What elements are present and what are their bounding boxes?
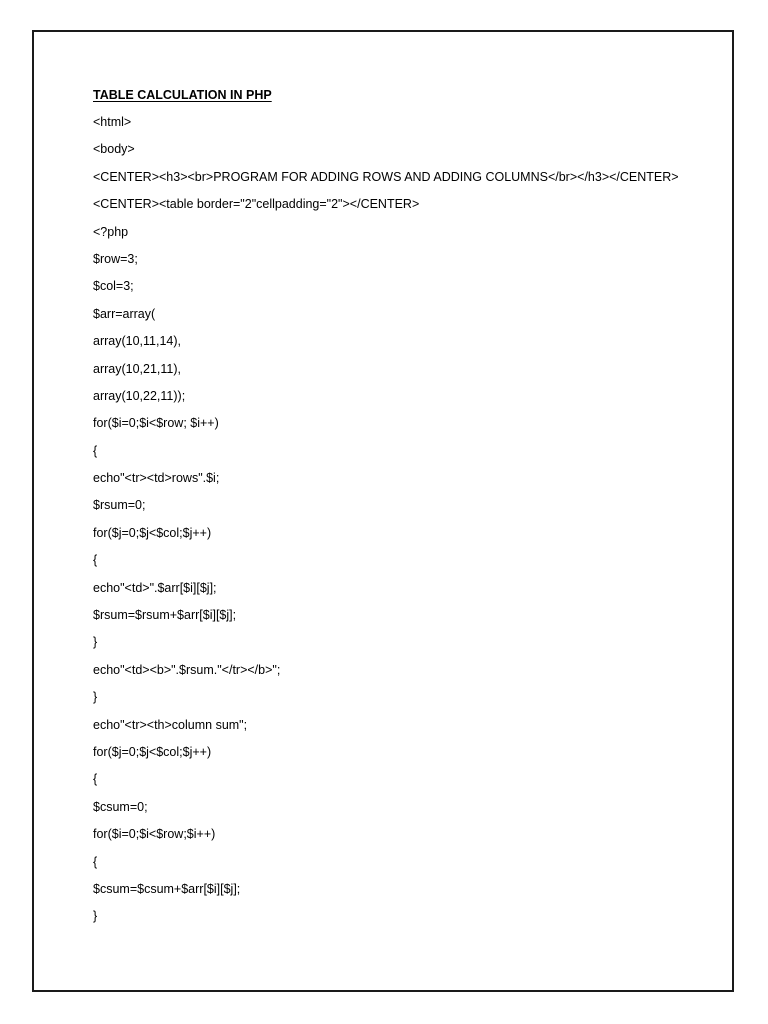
code-line: { xyxy=(93,553,98,568)
code-line: echo"<tr><th>column sum"; xyxy=(93,717,248,732)
code-line: $arr=array( xyxy=(93,306,156,321)
code-line: { xyxy=(93,772,98,787)
code-line: $col=3; xyxy=(93,279,134,294)
code-line: <?php xyxy=(93,224,129,239)
code-line: $csum=0; xyxy=(93,799,148,814)
code-line: <html> xyxy=(93,115,132,129)
code-line: <CENTER><table border="2"cellpadding="2"></CENTER> xyxy=(93,197,420,212)
code-line: for($j=0;$j<$col;$j++) xyxy=(93,744,212,759)
code-line: for($j=0;$j<$col;$j++) xyxy=(93,525,212,540)
code-line: array(10,21,11), xyxy=(93,361,182,376)
code-line: } xyxy=(93,635,98,650)
code-line: $rsum=0; xyxy=(93,498,146,513)
code-line: $csum=$csum+$arr[$i][$j]; xyxy=(93,881,241,896)
document-title: TABLE CALCULATION IN PHP xyxy=(93,88,272,102)
code-line: array(10,22,11)); xyxy=(93,388,186,403)
code-line: for($i=0;$i<$row; $i++) xyxy=(93,416,219,431)
code-line: $row=3; xyxy=(93,251,138,266)
code-line: for($i=0;$i<$row;$i++) xyxy=(93,827,216,842)
code-line: <CENTER><h3><br>PROGRAM FOR ADDING ROWS AND ADDING COLUMNS</br></h3></CENTER> xyxy=(93,169,679,184)
code-line: <body> xyxy=(93,142,135,157)
code-line: $rsum=$rsum+$arr[$i][$j]; xyxy=(93,608,237,623)
code-line: } xyxy=(93,690,98,705)
code-line: echo"<td>".$arr[$i][$j]; xyxy=(93,580,217,595)
code-line: { xyxy=(93,443,98,458)
code-listing xyxy=(93,113,679,935)
code-line: { xyxy=(93,854,98,869)
code-line: array(10,11,14), xyxy=(93,334,182,349)
code-line: } xyxy=(93,909,98,924)
code-line: echo"<tr><td>rows".$i; xyxy=(93,471,220,486)
code-line: echo"<td><b>".$rsum."</tr></b>"; xyxy=(93,662,281,677)
